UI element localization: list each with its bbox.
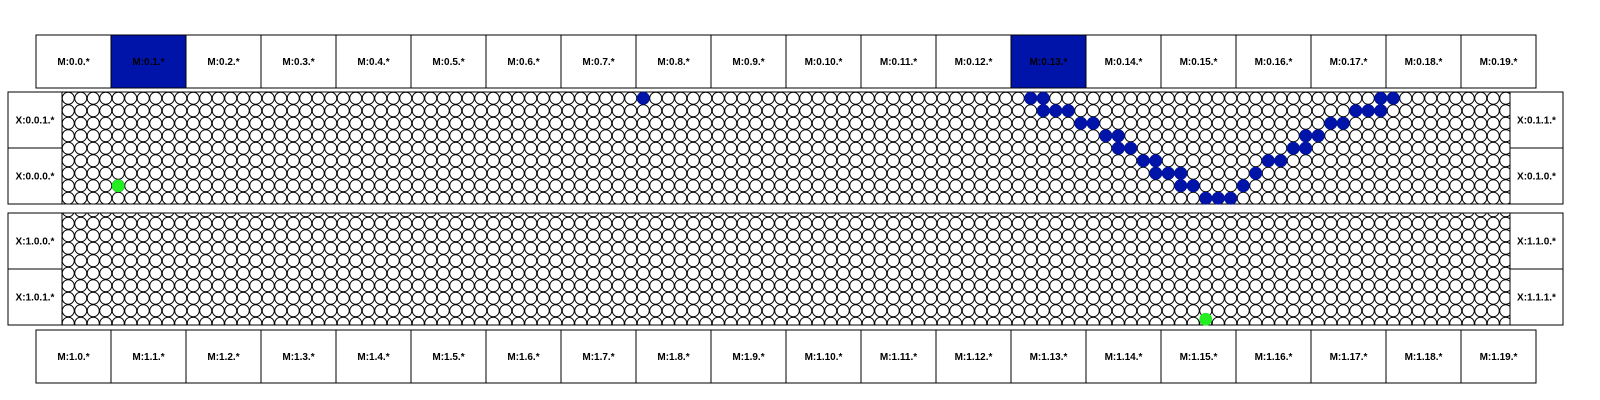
bottom-m-button-label: M:1.10.* [804, 352, 843, 363]
bottom-m-button-label: M:1.18.* [1404, 352, 1443, 363]
bottom-m-button-10[interactable] [786, 330, 861, 383]
panel1-left-label-0[interactable] [8, 213, 62, 269]
green-dot-0[interactable] [112, 180, 124, 192]
side-label-text: X:0.0.1.* [15, 115, 55, 127]
bottom-m-button-17[interactable] [1311, 330, 1386, 383]
bottom-m-button-12[interactable] [936, 330, 1011, 383]
blue-dot-37[interactable] [1225, 192, 1237, 204]
blue-dot-1[interactable] [1025, 92, 1037, 104]
bottom-m-button-label: M:1.11.* [879, 352, 918, 363]
top-m-button-19[interactable] [1461, 35, 1536, 88]
top-m-button-label: M:0.14.* [1104, 57, 1143, 68]
blue-dot-13[interactable] [1087, 117, 1099, 129]
bottom-m-button-label: M:1.9.* [732, 352, 765, 363]
blue-dot-34[interactable] [1237, 180, 1249, 192]
blue-dot-0[interactable] [637, 92, 649, 104]
top-m-button-label: M:0.12.* [954, 57, 993, 68]
top-m-button-label: M:0.2.* [207, 57, 240, 68]
bottom-m-button-label: M:1.1.* [132, 352, 165, 363]
top-m-button-label: M:0.5.* [432, 57, 465, 68]
bottom-m-button-label: M:1.7.* [582, 352, 615, 363]
bottom-m-button-label: M:1.3.* [282, 352, 315, 363]
side-label-text: X:1.0.0.* [15, 236, 55, 248]
blue-dot-21[interactable] [1125, 142, 1137, 154]
panel0-left-label-0[interactable] [8, 92, 62, 148]
top-m-button-label: M:0.0.* [57, 57, 90, 68]
bottom-m-button-0[interactable] [36, 330, 111, 383]
blue-dot-3[interactable] [1375, 92, 1387, 104]
top-m-button-label: M:0.11.* [879, 57, 918, 68]
top-m-button-label: M:0.18.* [1404, 57, 1443, 68]
top-m-button-18[interactable] [1386, 35, 1461, 88]
panel0-left-label-1[interactable] [8, 148, 62, 204]
top-m-button-0[interactable] [36, 35, 111, 88]
top-m-button-6[interactable] [486, 35, 561, 88]
bottom-m-button-8[interactable] [636, 330, 711, 383]
blue-dot-32[interactable] [1175, 180, 1187, 192]
top-m-button-16[interactable] [1236, 35, 1311, 88]
bottom-m-button-18[interactable] [1386, 330, 1461, 383]
blue-dot-4[interactable] [1387, 92, 1399, 104]
bottom-m-button-16[interactable] [1236, 330, 1311, 383]
blue-dot-6[interactable] [1037, 105, 1049, 117]
panel0-right-label-1[interactable] [1510, 148, 1563, 204]
top-m-button-label: M:0.7.* [582, 57, 615, 68]
blue-dot-25[interactable] [1150, 155, 1162, 167]
top-m-button-label: M:0.13.* [1029, 57, 1068, 68]
top-m-button-label: M:0.17.* [1329, 57, 1368, 68]
blue-dot-35[interactable] [1200, 192, 1212, 204]
bottom-m-button-label: M:1.5.* [432, 352, 465, 363]
top-m-button-13[interactable] [1011, 35, 1086, 88]
green-dot-0[interactable] [1200, 313, 1212, 325]
top-m-button-label: M:0.9.* [732, 57, 765, 68]
bottom-m-button-label: M:1.17.* [1329, 352, 1368, 363]
side-label-text: X:1.1.0.* [1517, 236, 1556, 248]
blue-dot-16[interactable] [1100, 130, 1112, 142]
blue-dot-12[interactable] [1075, 117, 1087, 129]
blue-dot-36[interactable] [1212, 192, 1224, 204]
bottom-m-button-2[interactable] [186, 330, 261, 383]
blue-dot-20[interactable] [1112, 142, 1124, 154]
bottom-m-button-label: M:1.2.* [207, 352, 240, 363]
side-label-text: X:0.1.0.* [1517, 171, 1556, 183]
top-m-button-label: M:0.3.* [282, 57, 315, 68]
blue-dot-14[interactable] [1325, 117, 1337, 129]
blue-dot-28[interactable] [1150, 167, 1162, 179]
bottom-m-button-label: M:1.14.* [1104, 352, 1143, 363]
blue-dot-8[interactable] [1062, 105, 1074, 117]
panel1-right-label-1[interactable] [1510, 269, 1563, 325]
top-m-button-10[interactable] [786, 35, 861, 88]
top-m-button-label: M:0.1.* [132, 57, 165, 68]
blue-dot-2[interactable] [1037, 92, 1049, 104]
blue-dot-33[interactable] [1187, 180, 1199, 192]
bottom-m-button-14[interactable] [1086, 330, 1161, 383]
top-m-button-15[interactable] [1161, 35, 1236, 88]
blue-dot-17[interactable] [1112, 130, 1124, 142]
bottom-m-button-label: M:1.16.* [1254, 352, 1293, 363]
bottom-m-button-19[interactable] [1461, 330, 1536, 383]
blue-dot-24[interactable] [1137, 155, 1149, 167]
blue-dot-27[interactable] [1275, 155, 1287, 167]
blue-dot-9[interactable] [1350, 105, 1362, 117]
bottom-m-button-label: M:1.13.* [1029, 352, 1068, 363]
top-button-row [36, 35, 1536, 88]
panel-1-dots [1200, 313, 1212, 325]
top-m-button-4[interactable] [336, 35, 411, 88]
bottom-m-button-label: M:1.6.* [507, 352, 540, 363]
bottom-m-button-7[interactable] [561, 330, 636, 383]
bottom-m-button-6[interactable] [486, 330, 561, 383]
bottom-m-button-label: M:1.12.* [954, 352, 993, 363]
side-label-text: X:0.0.0.* [15, 171, 55, 183]
top-m-button-12[interactable] [936, 35, 1011, 88]
top-m-button-3[interactable] [261, 35, 336, 88]
panel0-right-label-0[interactable] [1510, 92, 1563, 148]
top-m-button-label: M:0.15.* [1179, 57, 1218, 68]
top-m-button-11[interactable] [861, 35, 936, 88]
panel-0 [62, 92, 1510, 204]
blue-dot-7[interactable] [1050, 105, 1062, 117]
blue-dot-22[interactable] [1287, 142, 1299, 154]
blue-dot-19[interactable] [1312, 130, 1324, 142]
bottom-m-button-3[interactable] [261, 330, 336, 383]
top-m-button-label: M:0.6.* [507, 57, 540, 68]
blue-dot-10[interactable] [1362, 105, 1374, 117]
top-m-button-label: M:0.19.* [1479, 57, 1518, 68]
top-m-button-label: M:0.4.* [357, 57, 390, 68]
side-label-text: X:0.1.1.* [1517, 115, 1556, 127]
blue-dot-30[interactable] [1175, 167, 1187, 179]
panel1-left-label-1[interactable] [8, 269, 62, 325]
side-label-text: X:1.0.1.* [15, 292, 55, 304]
blue-dot-23[interactable] [1300, 142, 1312, 154]
top-m-button-label: M:0.10.* [804, 57, 843, 68]
panel-1 [62, 213, 1510, 325]
top-m-button-8[interactable] [636, 35, 711, 88]
panel-1-grid [62, 213, 1510, 325]
bottom-m-button-9[interactable] [711, 330, 786, 383]
bottom-m-button-4[interactable] [336, 330, 411, 383]
blue-dot-18[interactable] [1300, 130, 1312, 142]
bottom-m-button-15[interactable] [1161, 330, 1236, 383]
bottom-m-button-1[interactable] [111, 330, 186, 383]
blue-dot-11[interactable] [1375, 105, 1387, 117]
top-m-button-label: M:0.8.* [657, 57, 690, 68]
bottom-m-button-13[interactable] [1011, 330, 1086, 383]
blue-dot-15[interactable] [1337, 117, 1349, 129]
top-m-button-9[interactable] [711, 35, 786, 88]
bottom-m-button-label: M:1.19.* [1479, 352, 1518, 363]
bottom-button-row [36, 330, 1536, 383]
bottom-m-button-label: M:1.15.* [1179, 352, 1218, 363]
bottom-m-button-label: M:1.0.* [57, 352, 90, 363]
top-m-button-2[interactable] [186, 35, 261, 88]
top-m-button-1[interactable] [111, 35, 186, 88]
blue-dot-26[interactable] [1262, 155, 1274, 167]
top-m-button-5[interactable] [411, 35, 486, 88]
panel1-right-label-0[interactable] [1510, 213, 1563, 269]
blue-dot-31[interactable] [1250, 167, 1262, 179]
bottom-m-button-11[interactable] [861, 330, 936, 383]
bottom-m-button-5[interactable] [411, 330, 486, 383]
top-m-button-label: M:0.16.* [1254, 57, 1293, 68]
top-m-button-14[interactable] [1086, 35, 1161, 88]
blue-dot-29[interactable] [1162, 167, 1174, 179]
bottom-m-button-label: M:1.8.* [657, 352, 690, 363]
top-m-button-7[interactable] [561, 35, 636, 88]
bottom-m-button-label: M:1.4.* [357, 352, 390, 363]
top-m-button-17[interactable] [1311, 35, 1386, 88]
side-label-text: X:1.1.1.* [1517, 292, 1556, 304]
